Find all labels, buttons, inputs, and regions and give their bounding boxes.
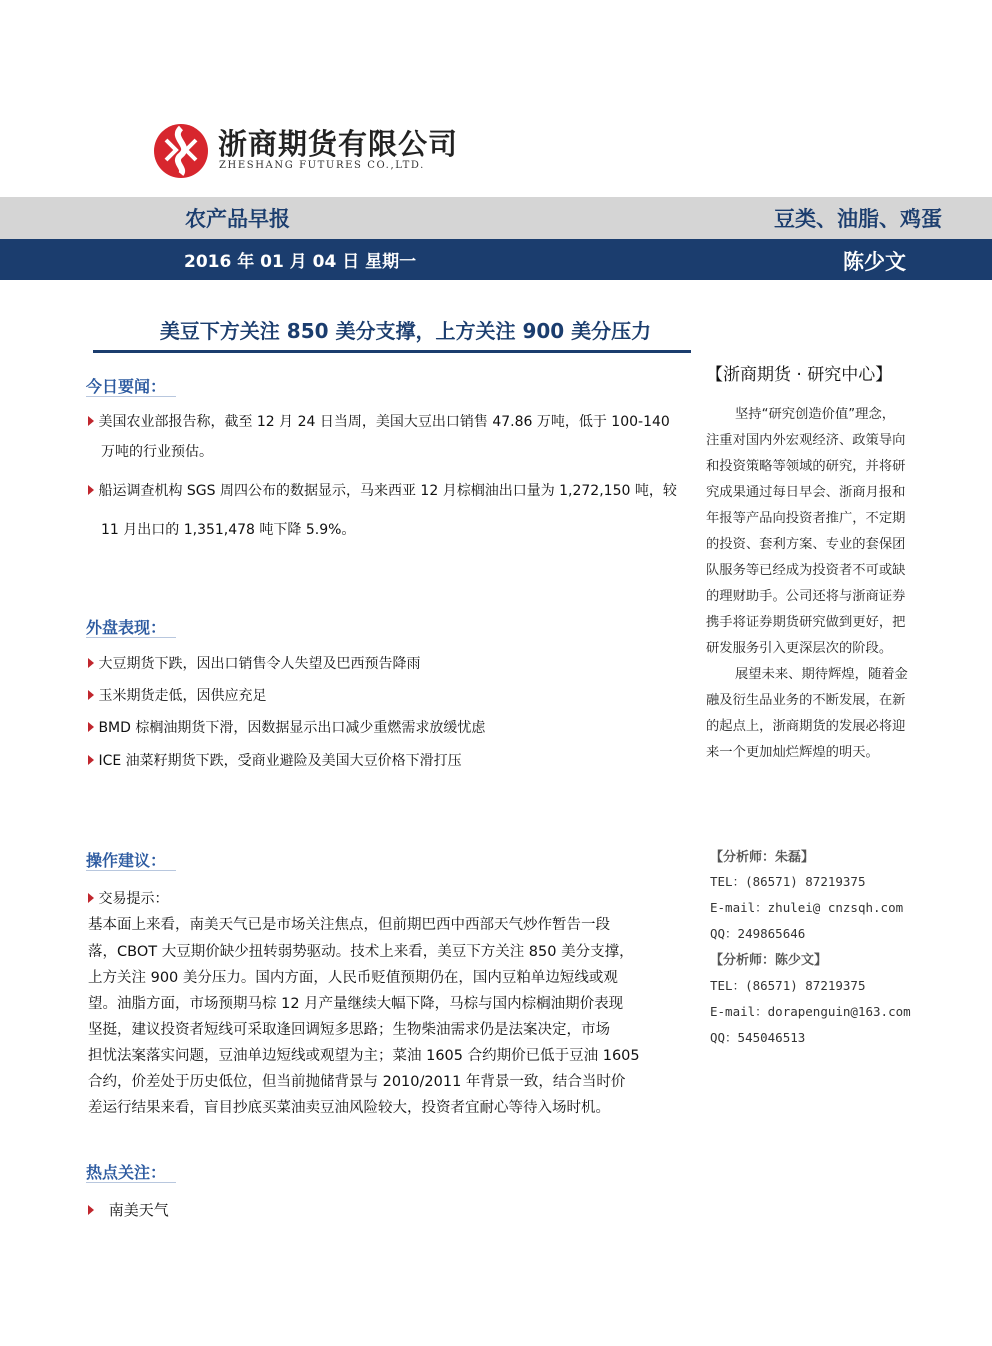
advice-paragraph-line: 坚挺，建议投资者短线可采取逢回调短多思路；生物柴油需求仍是法案决定，市场 xyxy=(88,1022,610,1038)
sidebar-text-line: 究成果通过每日早会、浙商月报和 xyxy=(706,485,906,500)
external-item-text: 大豆期货下跌，因出口销售令人失望及巴西预告降雨 xyxy=(98,656,421,672)
hotspot-item-text: 南美天气 xyxy=(108,1201,169,1219)
external-item-text: BMD 棕榈油期货下滑，因数据显示出口减少重燃需求放缓忧虑 xyxy=(98,720,486,736)
news-item-text: 美国农业部报告称，截至 12 月 24 日当周，美国大豆出口销售 47.86 万吨，低于 100-140 xyxy=(98,414,670,430)
analyst-tel: TEL：(86571) 87219375 xyxy=(710,874,866,889)
sidebar-text-line: 携手将证券期货研究做到更好，把 xyxy=(706,615,906,630)
news-item-continuation: 11 月出口的 1,351,478 吨下降 5.9%。 xyxy=(101,522,356,538)
news-item xyxy=(88,411,670,431)
company-name-en: ZHESHANG FUTURES CO.,LTD. xyxy=(219,160,425,171)
bullet-triangle-icon xyxy=(88,722,94,732)
section-heading-hotspot: 热点关注： xyxy=(86,1163,167,1182)
section-heading-advice: 操作建议： xyxy=(86,851,167,870)
external-item xyxy=(88,717,485,737)
analyst-qq: QQ：545046513 xyxy=(710,1030,806,1045)
news-item-text: 船运调查机构 SGS 周四公布的数据显示，马来西亚 12 月棕榈油出口量为 1,272,150 吨，较 xyxy=(98,483,677,499)
advice-paragraph-line: 上方关注 900 美分压力。国内方面，人民币贬值预期仍在，国内豆粕单边短线或观 xyxy=(88,970,618,986)
section-underline xyxy=(86,1182,176,1183)
sidebar-title: 【浙商期货 · 研究中心】 xyxy=(706,365,893,385)
sidebar-text-line: 的起点上，浙商期货的发展必将迎 xyxy=(706,719,906,734)
sidebar-text-line: 注重对国内外宏观经济、政策导向 xyxy=(706,433,906,448)
bullet-triangle-icon xyxy=(88,755,94,765)
advice-paragraph-line: 合约，价差处于历史低位，但当前抛储背景与 2010/2011 年背景一致，结合当时价 xyxy=(88,1074,626,1090)
advice-tip-label: 交易提示： xyxy=(98,891,169,907)
report-date: 2016 年 01 月 04 日 星期一 xyxy=(184,252,417,272)
sidebar-text-line: 研发服务引入更深层次的阶段。 xyxy=(706,641,893,656)
section-underline xyxy=(86,870,176,871)
bullet-triangle-icon xyxy=(88,658,94,668)
news-item xyxy=(88,480,677,500)
sidebar-text-line: 展望未来、期待辉煌，随着金 xyxy=(735,667,908,682)
section-heading-external: 外盘表现： xyxy=(86,618,167,637)
sidebar-text-line: 队服务等已经成为投资者不可或缺 xyxy=(706,563,906,578)
section-underline xyxy=(86,396,176,397)
news-item-continuation: 万吨的行业预估。 xyxy=(101,444,213,460)
sidebar-text-line: 融及衍生品业务的不断发展，在新 xyxy=(706,693,906,708)
headline: 美豆下方关注 850 美分支撑，上方关注 900 美分压力 xyxy=(159,319,652,343)
analyst-heading: 【分析师：朱磊】 xyxy=(710,850,815,865)
advice-paragraph-line: 差运行结果来看，盲目抄底买菜油卖豆油风险较大，投资者宜耐心等待入场时机。 xyxy=(88,1100,610,1116)
company-name-cn: 浙商期货有限公司 xyxy=(218,127,459,161)
report-categories: 豆类、油脂、鸡蛋 xyxy=(774,207,942,231)
bullet-triangle-icon xyxy=(88,416,94,426)
advice-paragraph-line: 落，CBOT 大豆期价缺少扭转弱势驱动。技术上来看，美豆下方关注 850 美分支撑， xyxy=(88,944,634,960)
advice-paragraph-line: 望。油脂方面，市场预期马棕 12 月产量继续大幅下降，马棕与国内棕榈油期价表现 xyxy=(88,996,624,1012)
analyst-email[interactable]: E-mail：zhulei@ cnzsqh.com xyxy=(710,900,904,915)
report-author: 陈少文 xyxy=(843,250,906,274)
sidebar-text-line: 来一个更加灿烂辉煌的明天。 xyxy=(706,745,879,760)
report-type: 农产品早报 xyxy=(185,207,290,231)
advice-paragraph-line: 基本面上来看，南美天气已是市场关注焦点，但前期巴西中西部天气炒作暂告一段 xyxy=(88,917,610,933)
analyst-tel: TEL：(86571) 87219375 xyxy=(710,978,866,993)
external-item-text: 玉米期货走低，因供应充足 xyxy=(98,688,267,704)
sidebar-text-line: 的理财助手。公司还将与浙商证券 xyxy=(706,589,906,604)
headline-divider xyxy=(93,350,691,353)
section-heading-news: 今日要闻： xyxy=(86,377,167,396)
external-item xyxy=(88,653,420,673)
sidebar-text-line: 坚持“研究创造价值”理念， xyxy=(735,407,896,422)
bullet-triangle-icon xyxy=(88,1205,94,1215)
company-logo-icon xyxy=(152,122,210,180)
external-item xyxy=(88,685,266,705)
sidebar-text-line: 和投资策略等领域的研究，并将研 xyxy=(706,459,906,474)
bullet-triangle-icon xyxy=(88,893,94,903)
analyst-email[interactable]: E-mail：dorapenguin@163.com xyxy=(710,1004,911,1019)
analyst-heading: 【分析师：陈少文】 xyxy=(710,953,828,968)
bullet-triangle-icon xyxy=(88,690,94,700)
analyst-qq: QQ：249865646 xyxy=(710,926,806,941)
hotspot-item xyxy=(88,1199,169,1220)
advice-tip xyxy=(88,888,168,908)
external-item xyxy=(88,750,462,770)
external-item-text: ICE 油菜籽期货下跌，受商业避险及美国大豆价格下滑打压 xyxy=(98,753,462,769)
advice-paragraph-line: 担忧法案落实问题，豆油单边短线或观望为主；菜油 1605 合约期价已低于豆油 1605 xyxy=(88,1048,640,1064)
bullet-triangle-icon xyxy=(88,485,94,495)
sidebar-text-line: 的投资、套利方案、专业的套保团 xyxy=(706,537,906,552)
sidebar-text-line: 年报等产品向投资者推广，不定期 xyxy=(706,511,906,526)
section-underline xyxy=(86,637,176,638)
